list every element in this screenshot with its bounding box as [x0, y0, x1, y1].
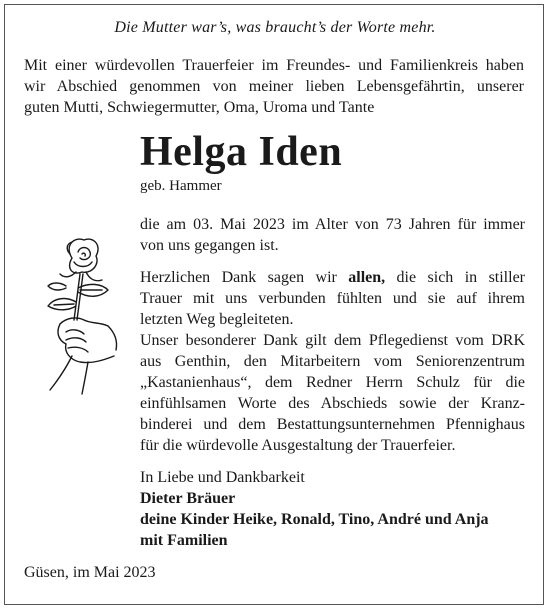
thanks-text — [140, 267, 525, 456]
thanks-text-start: Herzlichen Dank sagen wir — [140, 269, 349, 286]
maiden-name: geb. Hammer — [140, 178, 222, 194]
intro-line: guten Mutti, Schwiegermutter, Oma, Uroma und Tante — [24, 99, 375, 116]
intro-line: wir Abschied genommen von meiner lieben Lebensgefährtin, unserer — [24, 78, 524, 95]
rose-in-hand-illustration — [30, 228, 122, 398]
thanks-line: einfühlsamen Worte des Abschieds sowie der Kranz- — [140, 395, 525, 412]
thanks-line: Unser besonderer Dank gilt dem Pflegedienst vom DRK — [140, 332, 525, 349]
children-names: deine Kinder Heike, Ronald, Tino, André und Anja — [140, 511, 489, 528]
thanks-line — [140, 267, 525, 288]
thanks-line: binderei und dem Bestattungsunternehmen Pfennighaus — [140, 416, 525, 433]
thanks-line: für die würdevolle Ausgestaltung der Trauerfeier. — [140, 437, 456, 454]
families-line: mit Familien — [140, 532, 228, 549]
closing-signature — [140, 467, 525, 551]
closing-phrase: In Liebe und Dankbarkeit — [140, 469, 305, 486]
thanks-line: aus Genthin, den Mitarbeitern vom Seniorenzentrum — [140, 353, 525, 370]
death-notice — [140, 214, 525, 256]
signer-name: Dieter Bräuer — [140, 490, 236, 507]
thanks-emphasis: allen, — [348, 269, 386, 286]
deceased-name: Helga Iden — [140, 129, 343, 175]
intro-line: Mit einer würdevollen Trauerfeier im Freundes- und Familienkreis haben — [24, 57, 524, 74]
intro-text — [24, 55, 524, 118]
thanks-line: „Kastanienhaus“, dem Redner Herrn Schulz für die — [140, 374, 525, 391]
thanks-line: Trauer mit uns verbunden fühlten und sie auf ihrem — [140, 290, 525, 307]
death-notice-line: die am 03. Mai 2023 im Alter von 73 Jahren für immer — [140, 216, 525, 233]
thanks-text-end: die sich in stiller — [385, 269, 525, 286]
death-notice-line: von uns gegangen ist. — [140, 237, 279, 254]
thanks-line: letzten Weg begleiteten. — [140, 311, 294, 328]
place-date: Güsen, im Mai 2023 — [24, 564, 156, 581]
motto: Die Mutter war’s, was braucht’s der Worte mehr. — [114, 19, 436, 36]
